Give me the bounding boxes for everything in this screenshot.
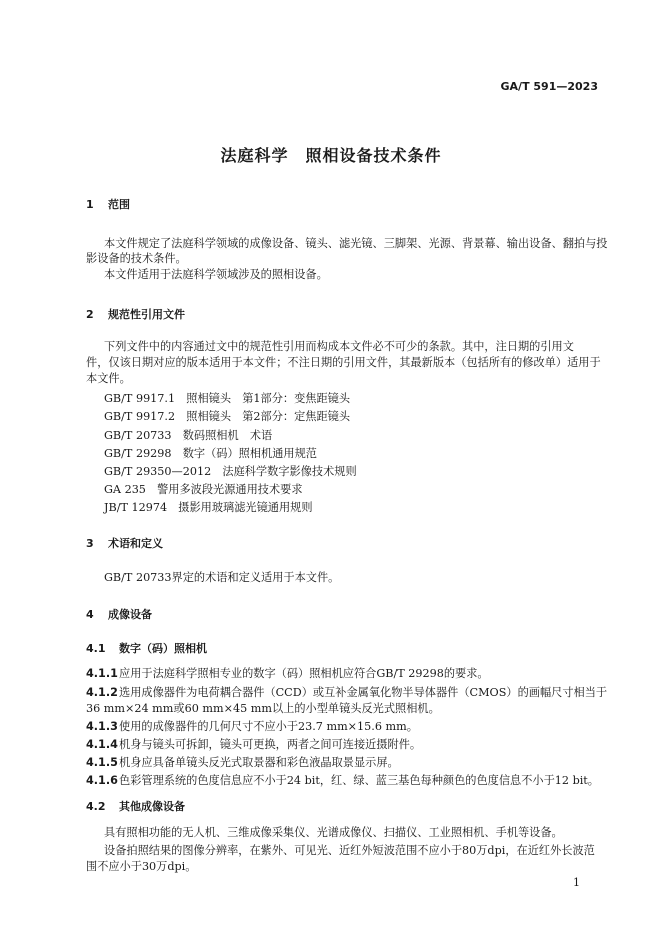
reference-item: GB/T 29350—2012 法庭科学数字影像技术规则 <box>104 465 357 478</box>
clause-4-1-4 <box>86 736 421 752</box>
section-1-heading <box>86 196 130 212</box>
paragraph: 下列文件中的内容通过文中的规范性引用而构成本文件必不可少的条款。其中，注日期的引用文 <box>104 340 574 353</box>
clause-continuation: 36 mm×24 mm或60 mm×45 mm以上的小型单镜头反光式照相机。 <box>86 702 440 715</box>
clause-4-1-2 <box>86 684 607 700</box>
subsection-number: 4.2 <box>86 800 106 813</box>
section-title: 范围 <box>108 198 130 211</box>
subsection-4-1-heading <box>86 640 207 656</box>
subsection-number: 4.1 <box>86 642 106 655</box>
clause-text: 使用的成像器件的几何尺寸不应小于23.7 mm×15.6 mm。 <box>119 720 418 733</box>
paragraph: 设备拍照结果的图像分辨率，在紫外、可见光、近红外短波范围不应小于80万dpi，在近红外长波范 <box>104 844 595 857</box>
clause-number: 4.1.4 <box>86 738 118 751</box>
reference-item: GB/T 20733 数码照相机 术语 <box>104 429 273 442</box>
paragraph-continuation: 影设备的技术条件。 <box>86 252 187 265</box>
section-number: 2 <box>86 308 94 321</box>
standard-number: GA/T 591—2023 <box>500 80 598 93</box>
clause-4-1-3 <box>86 718 418 734</box>
clause-4-1-5 <box>86 754 399 770</box>
clause-text: 色彩管理系统的色度信息应不小于24 bit，红、绿、蓝三基色每种颜色的色度信息不小于12 bit。 <box>119 774 599 787</box>
reference-item: GB/T 29298 数字（码）照相机通用规范 <box>104 447 317 460</box>
section-title: 规范性引用文件 <box>108 308 185 321</box>
section-2-heading <box>86 306 185 322</box>
reference-item: GB/T 9917.1 照相镜头 第1部分：变焦距镜头 <box>104 392 351 405</box>
clause-number: 4.1.6 <box>86 774 118 787</box>
paragraph: 具有照相功能的无人机、三维成像采集仪、光谱成像仪、扫描仪、工业照相机、手机等设备。 <box>104 826 563 839</box>
clause-text: 机身应具备单镜头反光式取景器和彩色液晶取景显示屏。 <box>119 756 399 769</box>
clause-number: 4.1.5 <box>86 756 118 769</box>
section-number: 1 <box>86 198 94 211</box>
paragraph-continuation: 件，仅该日期对应的版本适用于本文件；不注日期的引用文件，其最新版本（包括所有的修改单）适用于 <box>86 356 601 369</box>
paragraph: 本文件规定了法庭科学领域的成像设备、镜头、滤光镜、三脚架、光源、背景幕、输出设备、翻拍与投 <box>104 237 608 250</box>
page-number: 1 <box>573 876 580 889</box>
paragraph-continuation: 围不应小于30万dpi。 <box>86 860 197 873</box>
subsection-title: 其他成像设备 <box>119 800 185 813</box>
clause-4-1-6 <box>86 772 599 788</box>
section-title: 成像设备 <box>108 608 152 621</box>
document-title: 法庭科学 照相设备技术条件 <box>220 146 442 165</box>
reference-item: GB/T 9917.2 照相镜头 第2部分：定焦距镜头 <box>104 410 351 423</box>
section-3-heading <box>86 535 163 551</box>
paragraph: GB/T 20733界定的术语和定义适用于本文件。 <box>104 571 340 584</box>
clause-number: 4.1.3 <box>86 720 118 733</box>
reference-item: GA 235 警用多波段光源通用技术要求 <box>104 483 303 496</box>
subsection-4-2-heading <box>86 798 185 814</box>
section-title: 术语和定义 <box>108 537 163 550</box>
clause-text: 机身与镜头可拆卸，镜头可更换，两者之间可连接近摄附件。 <box>119 738 422 751</box>
reference-item: JB/T 12974 摄影用玻璃滤光镜通用规则 <box>104 501 313 514</box>
clause-text: 选用成像器件为电荷耦合器件（CCD）或互补金属氧化物半导体器件（CMOS）的画幅尺寸相当于 <box>119 686 608 699</box>
clause-4-1-1 <box>86 665 489 681</box>
section-number: 3 <box>86 537 94 550</box>
paragraph: 本文件适用于法庭科学领域涉及的照相设备。 <box>104 268 328 281</box>
clause-number: 4.1.2 <box>86 686 118 699</box>
section-number: 4 <box>86 608 94 621</box>
subsection-title: 数字（码）照相机 <box>119 642 207 655</box>
section-4-heading <box>86 606 152 622</box>
paragraph-continuation: 本文件。 <box>86 372 131 385</box>
clause-number: 4.1.1 <box>86 667 118 680</box>
clause-text: 应用于法庭科学照相专业的数字（码）照相机应符合GB/T 29298的要求。 <box>119 667 489 680</box>
